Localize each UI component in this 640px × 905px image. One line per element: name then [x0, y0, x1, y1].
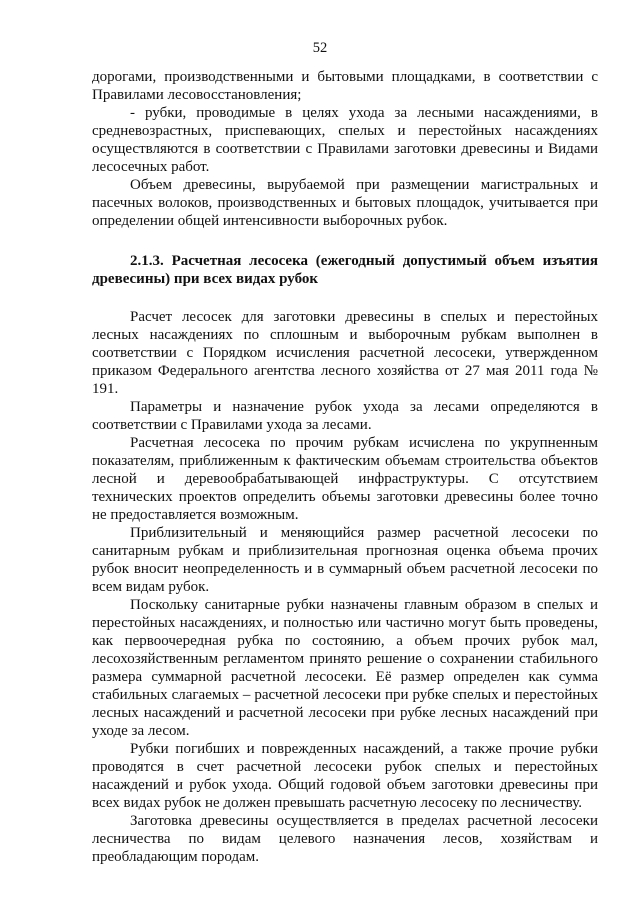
- paragraph: Рубки погибших и поврежденных насаждений, а также прочие рубки проводятся в счет расчетной лесосеки рубок спелых и перестойных насаждений и рубок ухода. Общий годовой объем заготовки древесины при всех видах рубок не должен превышать расчетную лесосеку по лесничеству.: [92, 741, 598, 811]
- paragraph: Приблизительный и меняющийся размер расчетной лесосеки по санитарным рубкам и приблизительная прогнозная оценка объема прочих рубок вносит неопределенность и в суммарный объем расчетной лесосеки по всем видам рубок.: [92, 525, 598, 595]
- paragraph: Поскольку санитарные рубки назначены главным образом в спелых и перестойных насаждениях, и полностью или частично могут быть проведены, как первоочередная рубка по состоянию, а объем прочих рубок мал, лесохозяйственным регламентом принято решение о сохранении стабильного размера суммарной расчетной лесосеки. Её размер определен как сумма стабильных слагаемых – расчетной лесосеки при рубке спелых и перестойных лесных насаждений и расчетной лесосеки при рубке лесных насаждений при уходе за лесом.: [92, 597, 598, 739]
- paragraph: дорогами, производственными и бытовыми площадками, в соответствии с Правилами лесовосстановления;: [92, 69, 598, 103]
- paragraph: Расчетная лесосека по прочим рубкам исчислена по укрупненным показателям, приближенным к фактическим объемам строительства объектов лесной и деревообрабатывающей инфраструктуры. С отсутствием технических проектов определить объемы заготовки древесины более точно не предоставляется возможным.: [92, 435, 598, 523]
- paragraph: Объем древесины, вырубаемой при размещении магистральных и пасечных волоков, производственных и бытовых площадок, учитывается при определении общей интенсивности выборочных рубок.: [92, 177, 598, 229]
- document-body: [92, 68, 598, 866]
- paragraph: Параметры и назначение рубок ухода за лесами определяются в соответствии с Правилами ухода за лесами.: [92, 399, 598, 433]
- paragraph: Расчет лесосек для заготовки древесины в спелых и перестойных лесных насаждениях по сплошным и выборочным рубкам выполнен в соответствии с Порядком исчисления расчетной лесосеки, утвержденном приказом Федерального агентства лесного хозяйства от 27 мая 2011 года № 191.: [92, 309, 598, 397]
- section-heading: 2.1.3. Расчетная лесосека (ежегодный допустимый объем изъятия древесины) при всех видах рубок: [92, 253, 598, 287]
- page-number: 52: [312, 40, 328, 56]
- paragraph: Заготовка древесины осуществляется в пределах расчетной лесосеки лесничества по видам целевого назначения лесов, хозяйствам и преобладающим породам.: [92, 813, 598, 865]
- paragraph: - рубки, проводимые в целях ухода за лесными насаждениями, в средневозрастных, приспевающих, спелых и перестойных насаждениях осуществляются в соответствии с Правилами заготовки древесины и Видами лесосечных работ.: [92, 105, 598, 175]
